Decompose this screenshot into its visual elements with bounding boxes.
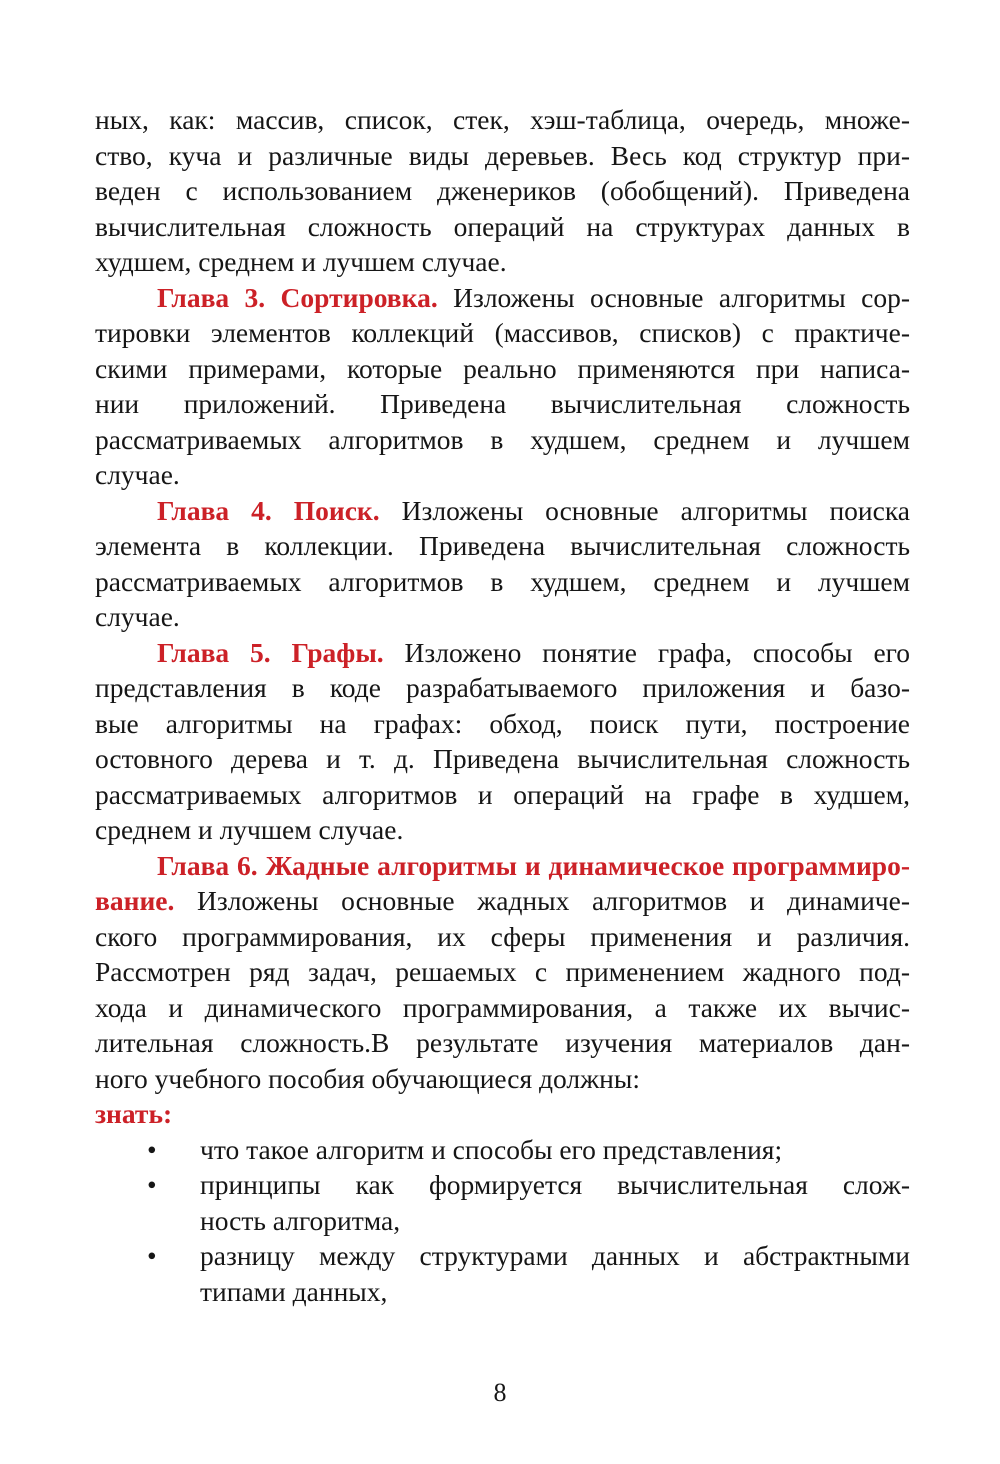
- body-text: веден с использованием дженериков (обобщений). Приведена: [95, 175, 910, 206]
- bullet-list-item: [95, 1238, 910, 1309]
- text-line: [95, 635, 910, 671]
- text-block: [95, 102, 910, 1309]
- bullet-list-item: [95, 1167, 910, 1238]
- chapter-heading-text: Глава 3. Сортировка.: [157, 281, 438, 313]
- text-line: [95, 954, 910, 990]
- body-text: принципы как формируется вычислительная слож-: [200, 1169, 910, 1200]
- text-line: [95, 493, 910, 529]
- text-line: [95, 1061, 910, 1097]
- bullet-text: [200, 1238, 910, 1309]
- chapter-heading-text: Глава 4. Поиск.: [157, 494, 380, 526]
- paragraph: [95, 102, 910, 280]
- body-text: типами данных,: [200, 1275, 388, 1307]
- body-text: худшем, среднем и лучшем случае.: [95, 246, 507, 277]
- text-line: [95, 244, 910, 280]
- body-text: скими примерами, которые реально применяются при написа-: [95, 352, 910, 384]
- body-text: хода и динамического программирования, а также их вычис-: [95, 991, 910, 1023]
- chapter-heading-text: вание.: [95, 885, 175, 916]
- body-text: Рассмотрен ряд задач, решаемых с применением жадного под-: [95, 956, 910, 987]
- body-text: что такое алгоритм и способы его представления;: [200, 1133, 783, 1165]
- body-text: вычислительная сложность операций на структурах данных в: [95, 210, 910, 242]
- paragraph: [95, 1096, 910, 1132]
- body-text: элемента в коллекции. Приведена вычислительная сложность: [95, 530, 910, 561]
- text-line: [95, 812, 910, 848]
- body-text: ского программирования, их сферы применения и различия.: [95, 920, 910, 952]
- body-text: остовного дерева и т. д. Приведена вычислительная сложность: [95, 743, 910, 774]
- body-text: среднем и лучшем случае.: [95, 814, 404, 845]
- text-line: [200, 1274, 910, 1310]
- body-text: случае.: [95, 601, 180, 632]
- text-line: [95, 564, 910, 600]
- text-line: [95, 102, 910, 138]
- text-line: [95, 741, 910, 777]
- body-text: ного учебного пособия обучающиеся должны:: [95, 1062, 640, 1094]
- text-line: [95, 457, 910, 493]
- bullet-list-item: [95, 1132, 910, 1168]
- body-text: ных, как: массив, список, стек, хэш-таблица, очередь, множе-: [95, 104, 910, 135]
- body-text: Изложены основные алгоритмы поиска: [379, 494, 910, 526]
- paragraph: [95, 280, 910, 493]
- body-text: рассматриваемых алгоритмов в худшем, среднем и лучшем: [95, 423, 910, 455]
- bullet-icon: •: [147, 1169, 157, 1200]
- text-line: [95, 919, 910, 955]
- bullet-text: [200, 1167, 910, 1238]
- chapter-heading-text: знать:: [95, 1098, 173, 1129]
- body-text: случае.: [95, 459, 180, 490]
- text-line: [200, 1167, 910, 1203]
- body-text: лительная сложность.В результате изучения материалов дан-: [95, 1027, 910, 1058]
- text-line: [95, 706, 910, 742]
- text-line: [95, 173, 910, 209]
- body-text: Изложены основные алгоритмы сор-: [437, 281, 910, 313]
- body-text: тировки элементов коллекций (массивов, списков) с практиче-: [95, 317, 910, 348]
- text-line: [95, 280, 910, 316]
- body-text: нии приложений. Приведена вычислительная сложность: [95, 388, 910, 419]
- page-number: 8: [493, 1378, 507, 1407]
- paragraph: [95, 493, 910, 635]
- text-line: [95, 990, 910, 1026]
- body-text: вые алгоритмы на графах: обход, поиск пути, построение: [95, 707, 910, 739]
- paragraph: [95, 635, 910, 848]
- chapter-heading-text: Глава 5. Графы.: [157, 636, 384, 668]
- text-line: [200, 1238, 910, 1274]
- paragraph: [95, 848, 910, 1097]
- text-line: [95, 1096, 910, 1132]
- text-line: [95, 386, 910, 422]
- body-text: представления в коде разрабатываемого приложения и базо-: [95, 672, 910, 703]
- text-line: [95, 883, 910, 919]
- text-line: [95, 351, 910, 387]
- text-line: [200, 1203, 910, 1239]
- text-line: [95, 138, 910, 174]
- text-line: [95, 209, 910, 245]
- body-text: ность алгоритма,: [200, 1204, 401, 1236]
- text-line: [95, 528, 910, 564]
- text-line: [95, 670, 910, 706]
- body-text: разницу между структурами данных и абстрактными: [200, 1240, 910, 1271]
- bullet-text: [200, 1132, 910, 1168]
- bullet-icon: •: [147, 1240, 157, 1271]
- text-line: [95, 1025, 910, 1061]
- chapter-heading-text: Глава 6. Жадные алгоритмы и динамическое программиро-: [157, 849, 910, 881]
- text-line: [95, 315, 910, 351]
- body-text: рассматриваемых алгоритмов и операций на графе в худшем,: [95, 778, 910, 810]
- text-line: [95, 848, 910, 884]
- text-line: [95, 422, 910, 458]
- body-text: Изложено понятие графа, способы его: [383, 636, 911, 668]
- body-text: рассматриваемых алгоритмов в худшем, среднем и лучшем: [95, 565, 910, 597]
- body-text: Изложены основные жадных алгоритмов и динамиче-: [174, 885, 910, 916]
- text-line: [95, 777, 910, 813]
- text-line: [95, 599, 910, 635]
- body-text: ство, куча и различные виды деревьев. Весь код структур при-: [95, 139, 910, 171]
- text-line: [200, 1132, 910, 1168]
- bullet-icon: •: [147, 1133, 157, 1165]
